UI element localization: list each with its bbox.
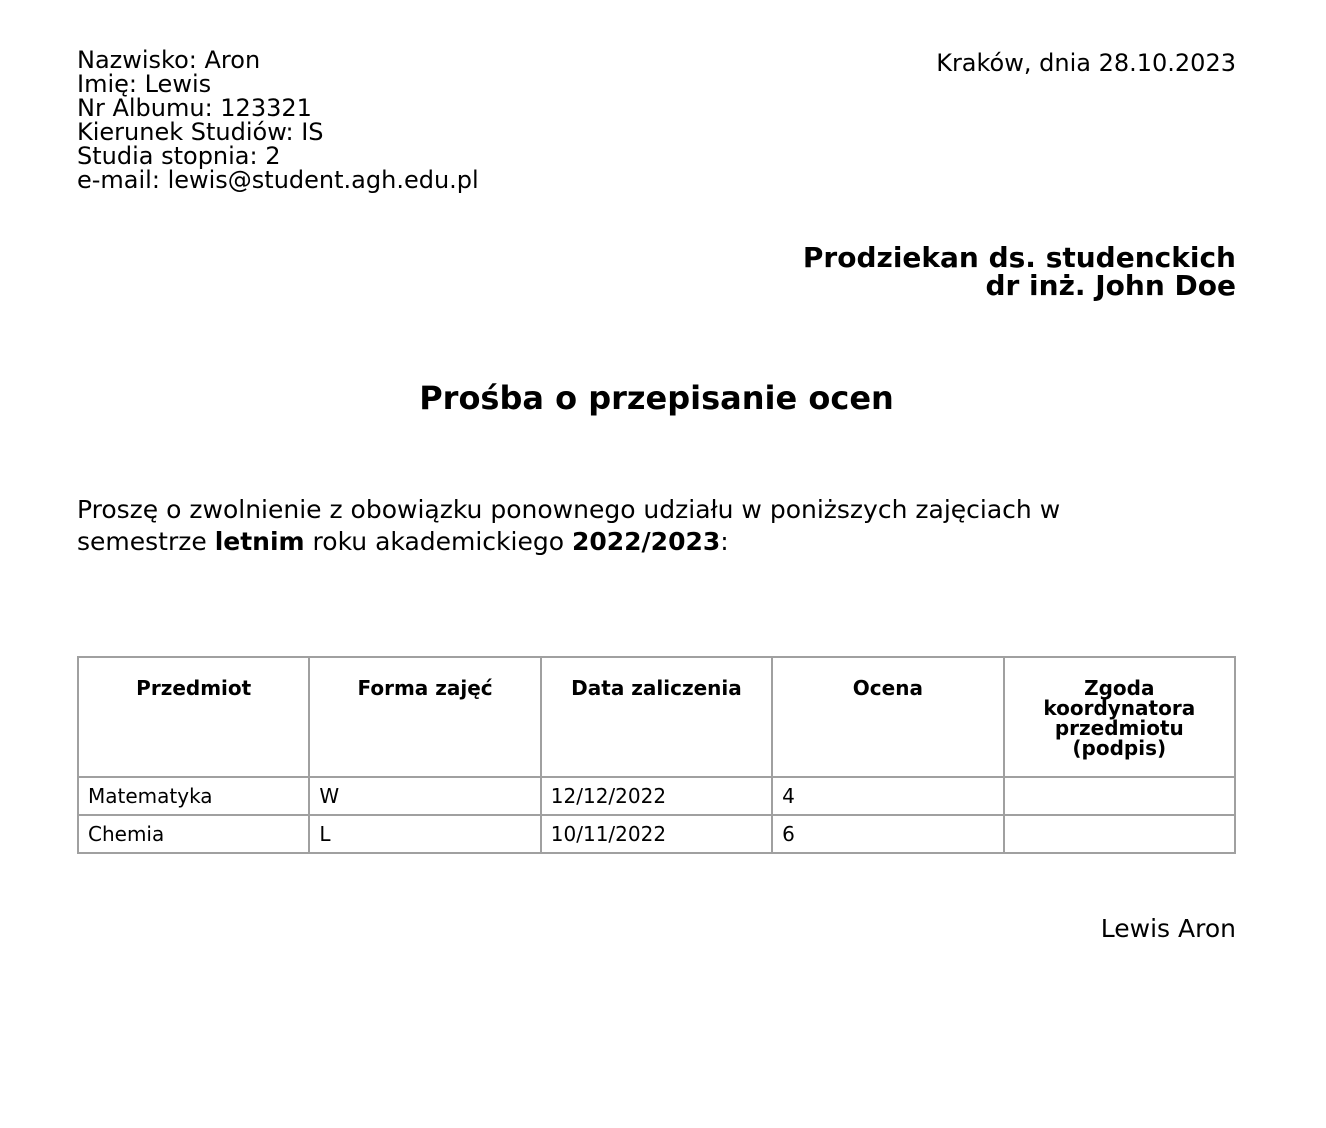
- request-paragraph: [77, 494, 1177, 558]
- request-text-part-2: roku akademickiego: [304, 527, 572, 556]
- cell-grade: 6: [772, 815, 1003, 853]
- header-subject: Przedmiot: [78, 657, 309, 777]
- student-first-name: Imię: Lewis: [77, 70, 212, 98]
- cell-completion-date: 10/11/2022: [541, 815, 772, 853]
- table-header-row: [78, 657, 1235, 777]
- recipient-role: Prodziekan ds. studenckich: [802, 241, 1236, 274]
- student-info: [77, 48, 479, 192]
- student-album-number: Nr Albumu: 123321: [77, 94, 312, 122]
- recipient: [802, 241, 1236, 302]
- cell-grade: 4: [772, 777, 1003, 815]
- cell-completion-date: 12/12/2022: [541, 777, 772, 815]
- student-surname: Nazwisko: Aron: [77, 46, 261, 74]
- header-completion-date: Data zaliczenia: [541, 657, 772, 777]
- request-text-part-1: Proszę o zwolnienie z obowiązku ponownego udziału w poniższych zajęciach w semestrze: [77, 495, 1061, 556]
- cell-subject: Matematyka: [78, 777, 309, 815]
- student-signature: Lewis Aron: [1100, 914, 1236, 943]
- cell-coordinator-consent: [1004, 815, 1235, 853]
- recipient-name: dr inż. John Doe: [985, 269, 1236, 302]
- student-email: e-mail: lewis@student.agh.edu.pl: [77, 166, 479, 194]
- student-degree: Studia stopnia: 2: [77, 142, 281, 170]
- header-class-form: Forma zajęć: [309, 657, 540, 777]
- place-and-date: Kraków, dnia 28.10.2023: [936, 49, 1236, 77]
- student-field-of-study: Kierunek Studiów: IS: [77, 118, 324, 146]
- header-coordinator-consent: Zgoda koordynatora przedmiotu (podpis): [1004, 657, 1235, 777]
- request-academic-year: 2022/2023: [571, 527, 721, 556]
- cell-class-form: L: [309, 815, 540, 853]
- cell-coordinator-consent: [1004, 777, 1235, 815]
- grades-table: [77, 656, 1236, 854]
- cell-subject: Chemia: [78, 815, 309, 853]
- cell-class-form: W: [309, 777, 540, 815]
- document-title: Prośba o przepisanie ocen: [419, 379, 894, 417]
- table-row: [78, 815, 1235, 853]
- header-row: [77, 48, 1236, 198]
- request-semester: letnim: [214, 527, 305, 556]
- header-grade: Ocena: [772, 657, 1003, 777]
- table-row: [78, 777, 1235, 815]
- request-text-part-3: :: [720, 527, 729, 556]
- document-page: [77, 46, 1236, 943]
